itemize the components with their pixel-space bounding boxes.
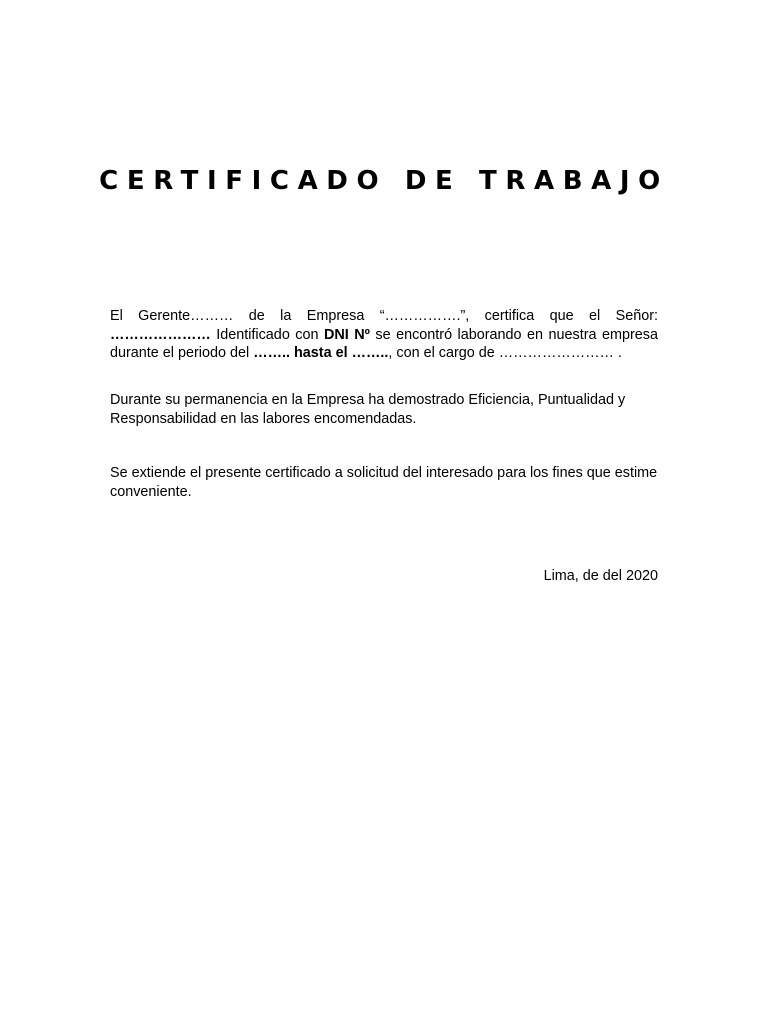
date-line: Lima, de del 2020 xyxy=(543,568,658,584)
paragraph-employment-details xyxy=(110,307,658,363)
placeholder-period-dates: …….. hasta el …….. xyxy=(253,345,389,361)
paragraph-purpose: Se extiende el presente certificado a solicitud del interesado para los fines que estime conveniente. xyxy=(110,465,658,500)
placeholder-employee-name: ………………… xyxy=(110,326,211,343)
text-certifica-senor: certifica que el Señor: xyxy=(469,308,659,324)
text-identificado-con: Identificado con xyxy=(210,326,324,343)
document-title: CERTIFICADO DE TRABAJO xyxy=(99,166,669,196)
text-laborando-periodo: se encontró laborando en nuestra empresa durante el periodo del xyxy=(110,326,658,361)
text-cargo: , con el cargo de …………………… . xyxy=(388,345,622,361)
text-gerente-empresa: El Gerente……… de la Empresa “…………….”, xyxy=(110,308,470,324)
label-dni: DNI Nº xyxy=(323,326,370,343)
paragraph-performance: Durante su permanencia en la Empresa ha demostrado Eficiencia, Puntualidad y Responsabilidad en las labores encomendadas. xyxy=(110,392,626,427)
